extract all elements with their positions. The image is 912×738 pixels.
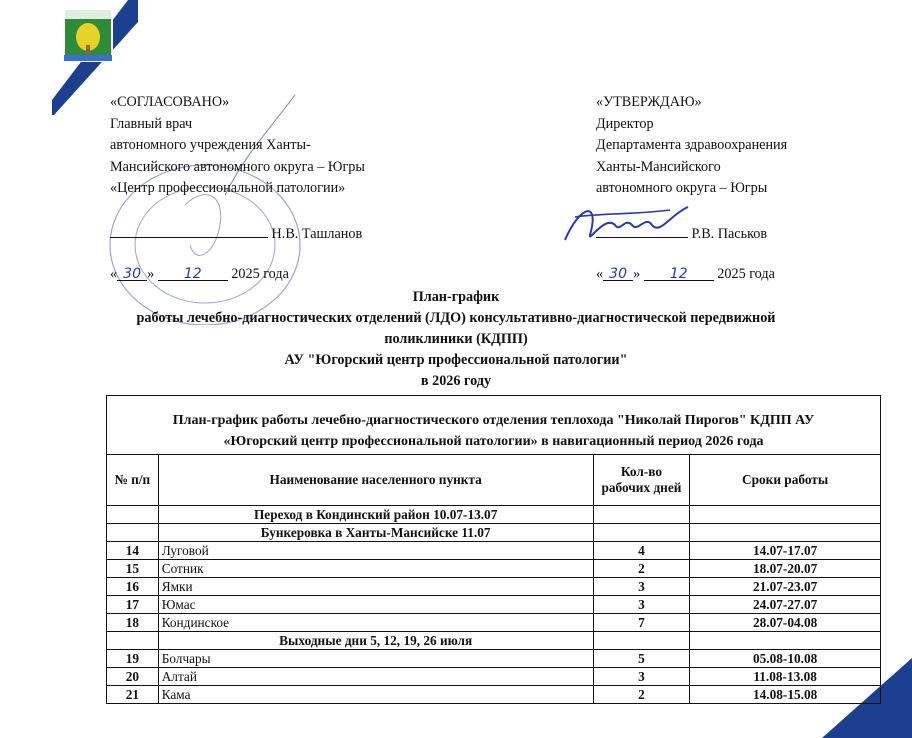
header-num: № п/п <box>107 455 159 506</box>
table-caption-line: План-график работы лечебно-диагностического отделения теплохода "Николай Пирогов" КДПП АУ <box>172 413 815 428</box>
table-row <box>107 560 881 578</box>
settlement-name: Алтай <box>158 668 593 686</box>
row-num: 19 <box>107 650 159 668</box>
table-section-row <box>107 632 881 650</box>
row-days <box>593 506 690 524</box>
row-dates: 21.07-23.07 <box>690 578 881 596</box>
table-caption <box>106 395 881 454</box>
row-days: 2 <box>593 686 690 704</box>
table-header-row <box>107 455 881 506</box>
row-dates: 28.07-04.08 <box>690 614 881 632</box>
row-days: 5 <box>593 650 690 668</box>
row-num: 14 <box>107 542 159 560</box>
row-dates: 14.08-15.08 <box>690 686 881 704</box>
approval-line: Главный врач <box>110 115 193 132</box>
row-num: 20 <box>107 668 159 686</box>
signature-line <box>110 221 420 243</box>
date-day: 30 <box>603 264 633 281</box>
settlement-name: Юмас <box>158 596 593 614</box>
settlement-name: Сотник <box>158 560 593 578</box>
table-row <box>107 650 881 668</box>
header-dates: Сроки работы <box>690 455 881 506</box>
date-month: 12 <box>644 264 714 281</box>
row-days: 3 <box>593 578 690 596</box>
approval-line: автономного учреждения Ханты- <box>110 137 311 153</box>
handwritten-signature <box>560 195 695 250</box>
signer-name: Н.В. Ташланов <box>271 226 363 242</box>
table-row <box>107 668 881 686</box>
section-title: Выходные дни 5, 12, 19, 26 июля <box>158 632 593 650</box>
approval-block-right <box>596 92 856 286</box>
table-row <box>107 542 881 560</box>
date-line: « 30 » 12 2025 года <box>596 266 775 282</box>
settlement-name: Ямки <box>158 578 593 596</box>
approval-block-left <box>110 92 420 286</box>
approval-line: «Центр профессиональной патологии» <box>110 180 346 196</box>
row-dates: 11.08-13.08 <box>690 668 881 686</box>
signer-name: Р.В. Паськов <box>691 226 768 242</box>
row-num <box>107 632 159 650</box>
row-days: 3 <box>593 596 690 614</box>
approval-line: Ханты-Мансийского <box>596 158 721 175</box>
approval-line: Мансийского автономного округа – Югры <box>110 158 365 175</box>
approval-heading: «УТВЕРЖДАЮ» <box>596 94 702 110</box>
row-days <box>593 632 690 650</box>
settlement-name: Кама <box>158 686 593 704</box>
table-caption-line: «Югорский центр профессиональной патологии» в навигационный период 2026 года <box>223 434 764 449</box>
row-num: 16 <box>107 578 159 596</box>
row-dates: 14.07-17.07 <box>690 542 881 560</box>
table-section-row <box>107 524 881 542</box>
date-day: 30 <box>117 264 147 281</box>
table-row <box>107 578 881 596</box>
date-line: « 30 » 12 2025 года <box>110 266 289 282</box>
row-days: 3 <box>593 668 690 686</box>
row-num: 17 <box>107 596 159 614</box>
row-days: 2 <box>593 560 690 578</box>
approval-line: автономного округа – Югры <box>596 180 768 196</box>
row-dates <box>690 632 881 650</box>
section-title: Бункеровка в Ханты-Мансийске 11.07 <box>158 524 593 542</box>
settlement-name: Кондинское <box>158 614 593 632</box>
date-year: 2025 года <box>717 266 775 282</box>
table-row <box>107 686 881 704</box>
row-num: 21 <box>107 686 159 704</box>
row-dates <box>690 524 881 542</box>
doc-title-line: поликлиники (КДПП) <box>384 331 528 347</box>
schedule-table <box>106 395 881 704</box>
row-dates <box>690 506 881 524</box>
row-num: 18 <box>107 614 159 632</box>
doc-title-line: работы лечебно-диагностических отделений (ЛДО) консультативно-диагностической передвижной <box>136 310 776 326</box>
header-name: Наименование населенного пункта <box>158 455 593 506</box>
approval-heading: «СОГЛАСОВАНО» <box>110 94 230 110</box>
date-year: 2025 года <box>231 266 289 282</box>
header-days: Кол-во рабочих дней <box>593 455 690 506</box>
doc-title: План-график <box>412 289 500 305</box>
coat-of-arms-logo <box>62 7 114 63</box>
settlement-name: Болчары <box>158 650 593 668</box>
date-month: 12 <box>158 264 228 281</box>
row-num <box>107 524 159 542</box>
doc-title-line: АУ "Югорский центр профессиональной патологии" <box>284 352 628 368</box>
section-title: Переход в Кондинский район 10.07-13.07 <box>158 506 593 524</box>
approval-line: Директор <box>596 115 654 132</box>
row-days <box>593 524 690 542</box>
row-dates: 18.07-20.07 <box>690 560 881 578</box>
row-dates: 05.08-10.08 <box>690 650 881 668</box>
row-dates: 24.07-27.07 <box>690 596 881 614</box>
table-row <box>107 614 881 632</box>
row-num: 15 <box>107 560 159 578</box>
doc-title-line: в 2026 году <box>420 373 492 389</box>
row-days: 7 <box>593 614 690 632</box>
table-section-row <box>107 506 881 524</box>
table-row <box>107 596 881 614</box>
row-num <box>107 506 159 524</box>
settlement-name: Луговой <box>158 542 593 560</box>
approval-line: Департамента здравоохранения <box>596 137 788 153</box>
signature-underline <box>110 221 268 238</box>
row-days: 4 <box>593 542 690 560</box>
